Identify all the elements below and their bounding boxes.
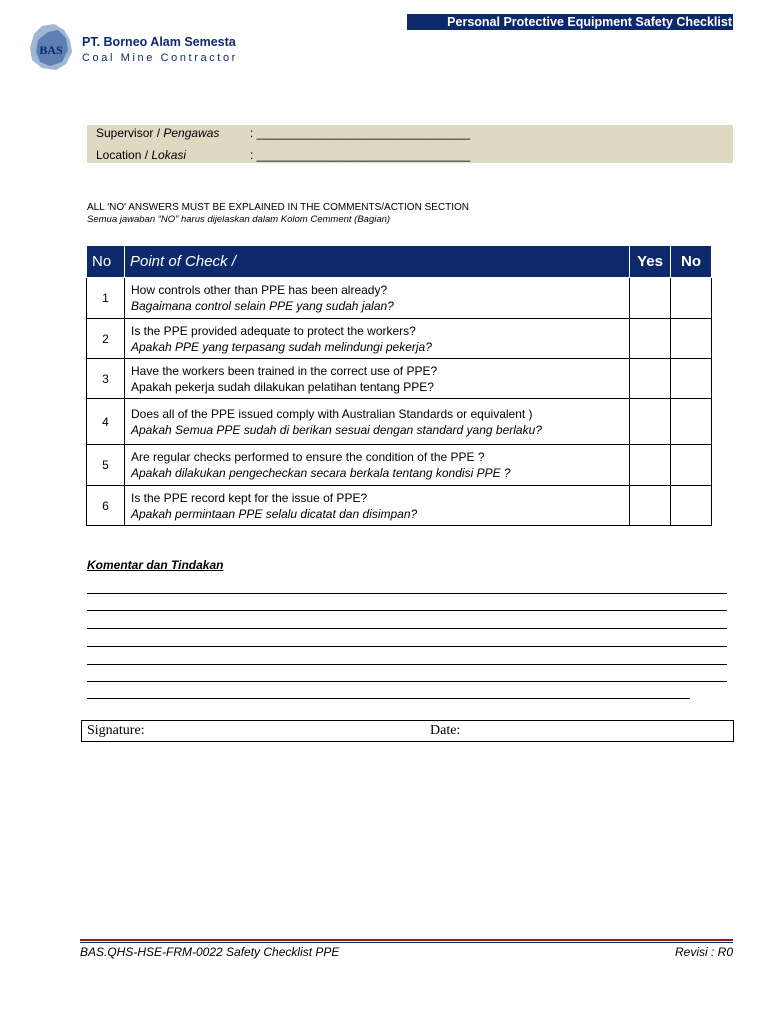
row-number: 2	[87, 319, 125, 359]
footer-divider-red	[80, 939, 733, 941]
no-cell[interactable]	[671, 359, 712, 399]
yes-cell[interactable]	[630, 319, 671, 359]
supervisor-field[interactable]: : ________________________________	[250, 126, 471, 140]
location-label-id: Lokasi	[151, 148, 187, 162]
instruction-note-id: Semua jawaban “NO” harus dijelaskan dalam Kolom Cemment (Bagian)	[87, 214, 391, 225]
point-id: Apakah PPE yang terpasang sudah melindungi pekerja?	[131, 339, 432, 354]
supervisor-label-id: Pengawas	[163, 126, 220, 140]
supervisor-label: Supervisor /	[96, 126, 164, 140]
table-row	[87, 319, 712, 359]
instruction-note-en: ALL 'NO' ANSWERS MUST BE EXPLAINED IN THE COMMENTS/ACTION SECTION	[87, 202, 470, 213]
yes-cell[interactable]	[630, 278, 671, 319]
point-en: Is the PPE provided adequate to protect the workers?	[131, 323, 416, 338]
info-box	[87, 125, 733, 163]
header-no-answer: No	[671, 246, 712, 278]
row-point	[125, 278, 630, 319]
row-number: 1	[87, 278, 125, 319]
svg-text:BAS: BAS	[39, 43, 63, 57]
point-en: How controls other than PPE has been already?	[131, 283, 388, 297]
point-id: Apakah pekerja sudah dilakukan pelatihan tentang PPE?	[131, 379, 434, 394]
no-cell[interactable]	[671, 486, 712, 526]
header-no: No	[87, 246, 125, 278]
company-tagline: Coal Mine Contractor	[82, 52, 238, 64]
no-cell[interactable]	[671, 319, 712, 359]
point-id: Bagaimana control selain PPE yang sudah jalan?	[131, 299, 394, 313]
table-row	[87, 359, 712, 399]
table-header	[87, 246, 712, 278]
footer-revision: Revisi : R0	[674, 945, 733, 959]
row-number: 4	[87, 399, 125, 445]
company-logo	[28, 22, 74, 72]
comment-line[interactable]	[87, 610, 727, 611]
comment-line[interactable]	[87, 646, 727, 647]
row-point	[125, 399, 630, 445]
location-row	[96, 147, 470, 163]
no-cell[interactable]	[671, 278, 712, 319]
yes-cell[interactable]	[630, 359, 671, 399]
location-field[interactable]: : ________________________________	[250, 148, 471, 162]
signature-field[interactable]: Signature:	[87, 723, 145, 738]
point-en: Does all of the PPE issued comply with Australian Standards or equivalent )	[131, 406, 533, 421]
company-name: PT. Borneo Alam Semesta	[82, 35, 236, 49]
checklist-table	[86, 245, 712, 526]
row-point	[125, 319, 630, 359]
no-cell[interactable]	[671, 399, 712, 445]
yes-cell[interactable]	[630, 399, 671, 445]
comment-line[interactable]	[87, 698, 690, 699]
row-point	[125, 486, 630, 526]
point-en: Have the workers been trained in the correct use of PPE?	[131, 363, 438, 378]
table-row	[87, 399, 712, 445]
document-title: Personal Protective Equipment Safety Checklist	[407, 14, 733, 30]
comments-title: Komentar dan Tindakan	[87, 558, 224, 572]
row-number: 5	[87, 445, 125, 486]
signature-box	[81, 720, 734, 742]
table-row	[87, 445, 712, 486]
point-id: Apakah dilakukan pengecheckan secara berkala tentang kondisi PPE ?	[131, 466, 511, 480]
row-point	[125, 359, 630, 399]
comment-line[interactable]	[87, 664, 727, 665]
point-en: Are regular checks performed to ensure the condition of the PPE ?	[131, 450, 485, 464]
table-row	[87, 486, 712, 526]
point-id: Apakah Semua PPE sudah di berikan sesuai dengan standard yang berlaku?	[131, 422, 542, 437]
row-number: 6	[87, 486, 125, 526]
comment-line[interactable]	[87, 681, 727, 682]
header-point-of-check: Point of Check /	[125, 246, 630, 278]
comment-line[interactable]	[87, 593, 727, 594]
date-field[interactable]: Date:	[430, 723, 461, 738]
table-row	[87, 278, 712, 319]
point-en: Is the PPE record kept for the issue of PPE?	[131, 490, 368, 505]
supervisor-row	[96, 125, 470, 141]
row-point	[125, 445, 630, 486]
yes-cell[interactable]	[630, 445, 671, 486]
footer-divider-blue	[80, 942, 733, 943]
location-label: Location /	[96, 148, 152, 162]
comment-line[interactable]	[87, 628, 727, 629]
row-number: 3	[87, 359, 125, 399]
header-yes: Yes	[630, 246, 671, 278]
footer-form-code: BAS.QHS-HSE-FRM-0022 Safety Checklist PPE	[80, 945, 340, 959]
yes-cell[interactable]	[630, 486, 671, 526]
no-cell[interactable]	[671, 445, 712, 486]
point-id: Apakah permintaan PPE selalu dicatat dan disimpan?	[131, 506, 418, 521]
